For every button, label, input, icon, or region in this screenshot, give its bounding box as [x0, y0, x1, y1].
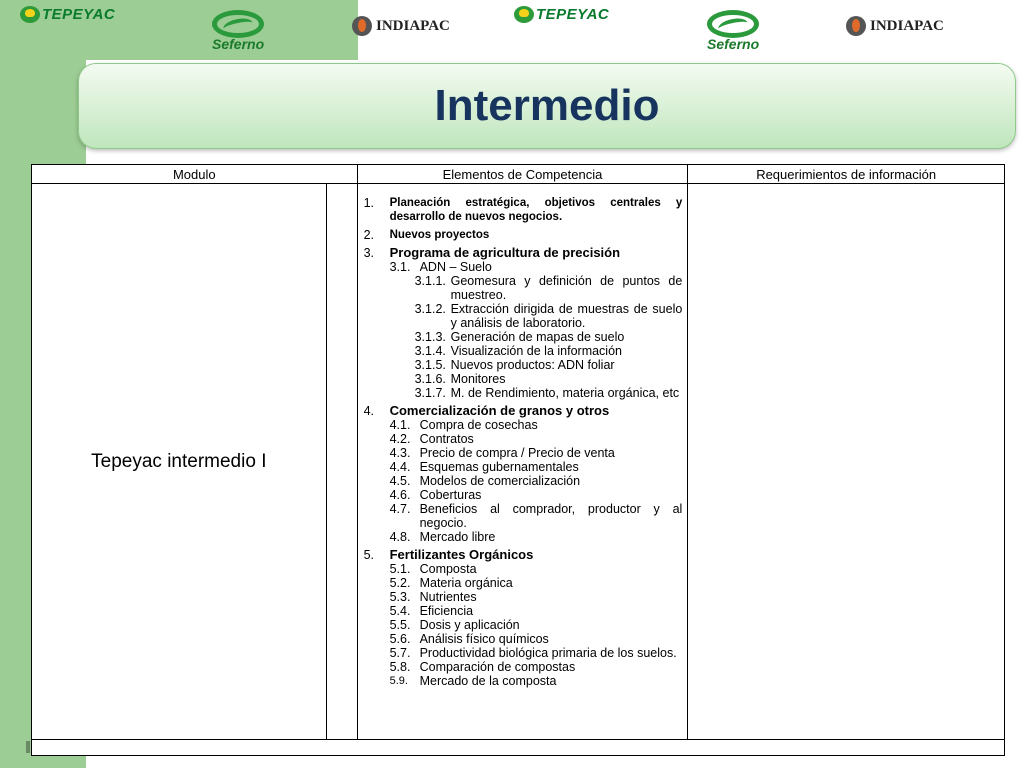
sub-text: Esquemas gubernamentales — [419, 460, 579, 474]
item-number: 3. — [363, 246, 375, 260]
sub-number: 5.5. — [389, 618, 411, 632]
list-item — [364, 548, 683, 688]
sub-item — [390, 590, 683, 604]
item-title: Fertilizantes Orgánicos — [389, 547, 534, 562]
sub-item — [390, 660, 683, 674]
sub-number: 5.6. — [389, 632, 411, 646]
seferno-ring-icon — [707, 10, 759, 38]
sub-item — [390, 260, 683, 274]
sub-number: 5.8. — [389, 660, 411, 674]
list-item — [364, 404, 683, 544]
sub-text: Nuevos productos: ADN foliar — [450, 358, 615, 372]
sub-item — [390, 330, 683, 344]
sub-text: Generación de mapas de suelo — [450, 330, 625, 344]
sub-text: ADN – Suelo — [419, 260, 492, 274]
sub-text: Compra de cosechas — [419, 418, 538, 432]
item-number: 4. — [363, 404, 375, 418]
seferno-logo — [212, 10, 264, 52]
item-title: Programa de agricultura de precisión — [389, 245, 621, 260]
sub-number: 3.1.1. — [414, 274, 446, 288]
item-title: Comercialización de granos y otros — [389, 403, 610, 418]
sub-item — [390, 358, 683, 372]
sub-number: 3.1.5. — [414, 358, 446, 372]
indiapac-logo-text: INDIAPAC — [870, 17, 944, 34]
sub-text: Extracción dirigida de muestras de suelo y análisis de laboratorio. — [450, 302, 683, 330]
sub-text: Productividad biológica primaria de los suelos. — [419, 646, 677, 660]
sub-item — [390, 474, 683, 488]
sub-number: 3.1.2. — [414, 302, 446, 316]
sub-item — [390, 562, 683, 576]
sub-number: 5.9. — [389, 675, 408, 687]
sub-text: Mercado de la composta — [419, 674, 557, 688]
sub-number: 4.7. — [389, 502, 411, 516]
sub-number: 5.2. — [389, 576, 411, 590]
sub-text: Geomesura y definición de puntos de muestreo. — [450, 274, 683, 302]
sub-text: M. de Rendimiento, materia orgánica, etc — [450, 386, 680, 400]
sub-number: 4.6. — [389, 488, 411, 502]
item-title: Planeación estratégica, objetivos centrales y desarrollo de nuevos negocios. — [389, 197, 683, 223]
sub-item — [390, 502, 683, 530]
spacer-cell — [326, 184, 357, 740]
sub-text: Eficiencia — [419, 604, 474, 618]
sub-text: Contratos — [419, 432, 474, 446]
sub-item — [390, 488, 683, 502]
sub-item — [390, 460, 683, 474]
sub-item — [390, 446, 683, 460]
sub-item — [390, 674, 683, 688]
sub-item — [390, 632, 683, 646]
sub-item — [390, 344, 683, 358]
tepeyac-logo-text: TEPEYAC — [42, 6, 116, 23]
indiapac-drop-icon — [846, 16, 866, 36]
footer-cell — [32, 740, 1005, 756]
indiapac-logo-text: INDIAPAC — [376, 17, 450, 34]
table-footer-row — [32, 740, 1005, 756]
sub-item — [390, 274, 683, 302]
table-header-row — [32, 165, 1005, 184]
item-title: Nuevos proyectos — [389, 229, 490, 241]
tepeyac-leaf-icon — [20, 6, 40, 23]
sub-text: Precio de compra / Precio de venta — [419, 446, 615, 460]
tepeyac-leaf-icon — [514, 6, 534, 23]
indiapac-logo-2 — [846, 16, 944, 36]
sub-item — [390, 386, 683, 400]
sub-text: Materia orgánica — [419, 576, 513, 590]
tepeyac-logo — [20, 6, 115, 23]
sub-text: Beneficios al comprador, productor y al negocio. — [419, 502, 683, 530]
sub-number: 5.7. — [389, 646, 411, 660]
tepeyac-logo-2 — [514, 6, 609, 23]
sub-text: Nutrientes — [419, 590, 477, 604]
header-modulo: Modulo — [32, 165, 358, 184]
sub-number: 3.1.3. — [414, 330, 446, 344]
item-number: 5. — [363, 548, 375, 562]
sub-item — [390, 576, 683, 590]
seferno-logo-text: Seferno — [707, 36, 760, 52]
sub-number: 4.8. — [389, 530, 411, 544]
sub-item — [390, 432, 683, 446]
sub-text: Mercado libre — [419, 530, 496, 544]
sub-text: Dosis y aplicación — [419, 618, 520, 632]
sub-item — [390, 646, 683, 660]
sub-item — [390, 530, 683, 544]
sub-number: 4.5. — [389, 474, 411, 488]
item-number: 2. — [363, 228, 375, 242]
sub-number: 4.3. — [389, 446, 411, 460]
table-row — [32, 184, 1005, 740]
tepeyac-logo-text: TEPEYAC — [536, 6, 610, 23]
sub-item — [390, 372, 683, 386]
sub-number: 5.3. — [389, 590, 411, 604]
sub-item — [390, 618, 683, 632]
sub-number: 5.4. — [389, 604, 411, 618]
slide-number-marker — [26, 741, 30, 753]
page-title: Intermedio — [434, 81, 660, 130]
module-name: Tepeyac intermedio I — [32, 184, 327, 740]
list-item — [364, 246, 683, 400]
title-banner — [78, 63, 1016, 149]
indiapac-drop-icon — [352, 16, 372, 36]
seferno-logo-text: Seferno — [212, 36, 265, 52]
sub-number: 4.4. — [389, 460, 411, 474]
list-item — [364, 228, 683, 242]
list-item — [364, 196, 683, 224]
competency-list — [357, 184, 688, 740]
competency-table — [31, 164, 1005, 756]
seferno-logo-2 — [707, 10, 759, 52]
sub-text: Composta — [419, 562, 477, 576]
indiapac-logo — [352, 16, 450, 36]
sub-item — [390, 302, 683, 330]
sub-number: 5.1. — [389, 562, 411, 576]
seferno-ring-icon — [212, 10, 264, 38]
sub-number: 3.1.6. — [414, 372, 446, 386]
requirements-cell — [688, 184, 1005, 740]
sub-text: Visualización de la información — [450, 344, 622, 358]
item-number: 1. — [363, 196, 375, 210]
sub-text: Coberturas — [419, 488, 482, 502]
sub-number: 3.1.7. — [414, 386, 446, 400]
sub-text: Análisis físico químicos — [419, 632, 549, 646]
sub-number: 3.1. — [389, 260, 411, 274]
header-elementos: Elementos de Competencia — [357, 165, 688, 184]
sub-text: Modelos de comercialización — [419, 474, 581, 488]
sub-item — [390, 418, 683, 432]
header-requerimientos: Requerimientos de información — [688, 165, 1005, 184]
sub-text: Monitores — [450, 372, 506, 386]
sub-number: 3.1.4. — [414, 344, 446, 358]
sub-item — [390, 604, 683, 618]
sub-text: Comparación de compostas — [419, 660, 576, 674]
sub-number: 4.2. — [389, 432, 411, 446]
sub-number: 4.1. — [389, 418, 411, 432]
